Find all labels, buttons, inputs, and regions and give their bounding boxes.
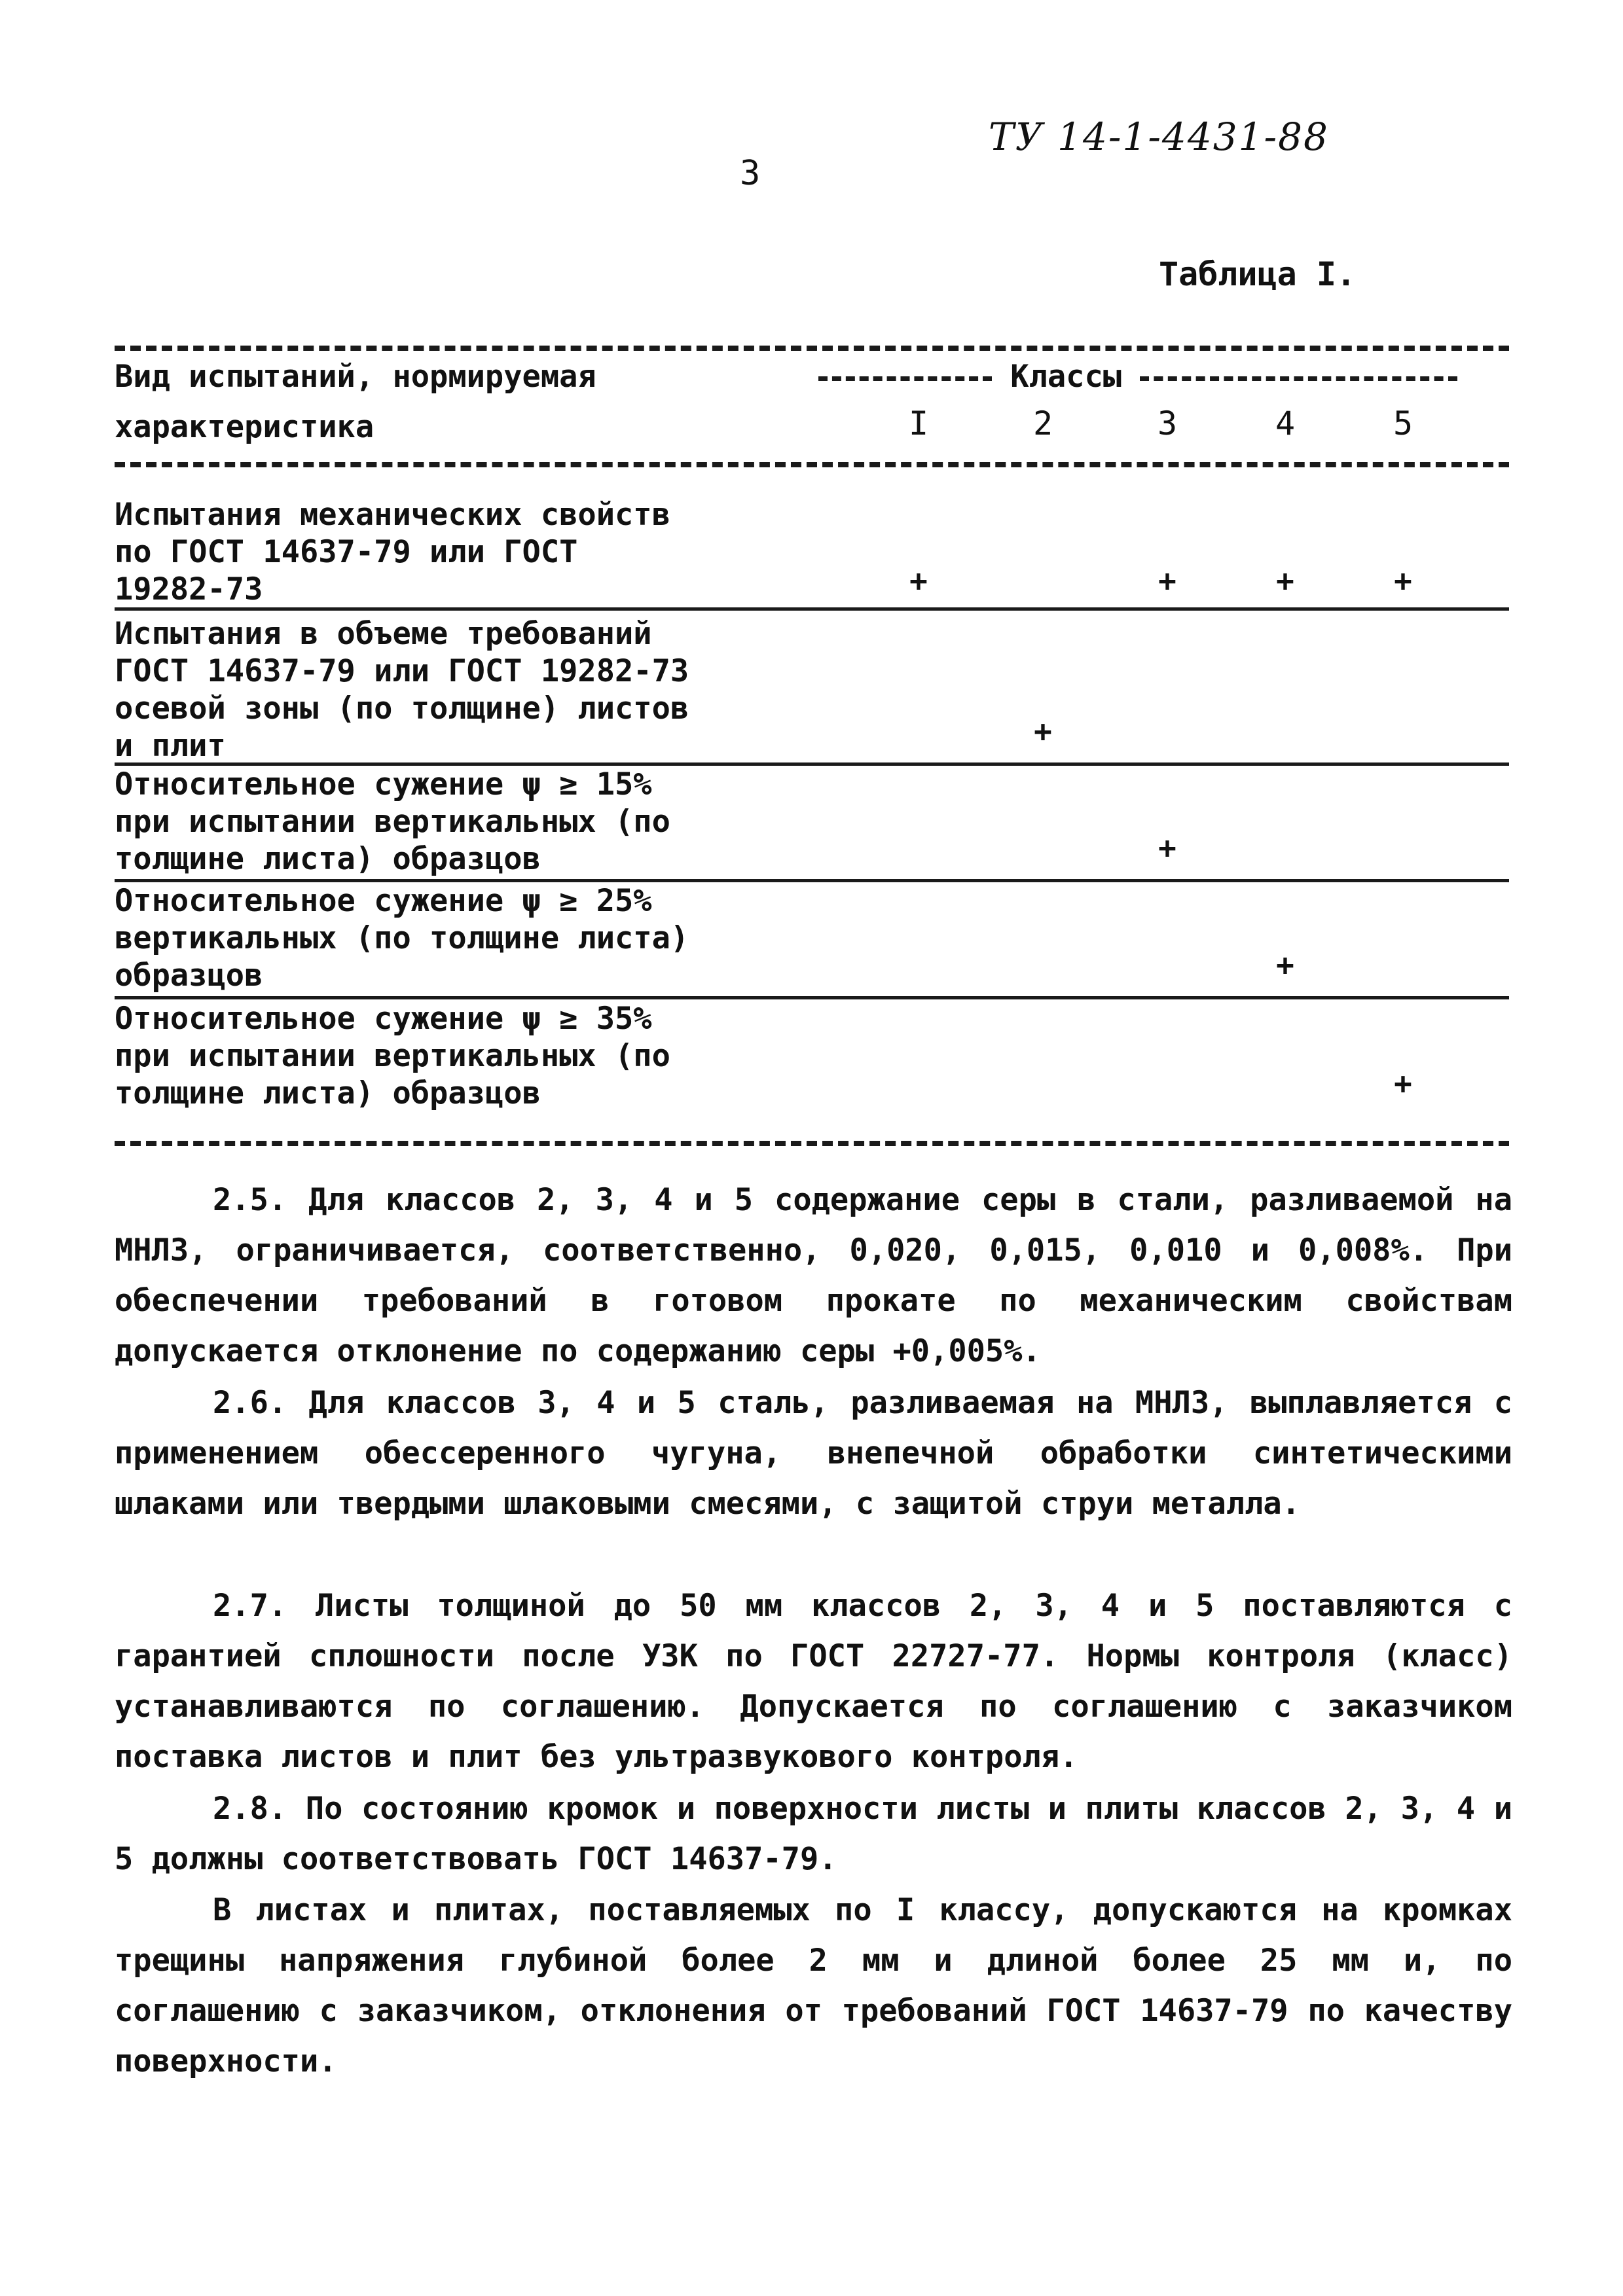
table-top-rule: [115, 346, 1509, 351]
class-number: 5: [1393, 404, 1413, 442]
classes-header-dashes-left: [818, 376, 992, 381]
paragraph-2-7: 2.7. Листы толщиной до 50 мм классов 2, 3, 4 и 5 поставляются с гарантией сплошности после УЗК по ГОСТ 22727-77. Нормы контроля (класс) устанавливаются по соглашению. Допускается по соглашению с заказчиком поставка листов и плит без ультразвукового контроля.: [115, 1588, 1512, 1775]
row-mark: +: [1394, 563, 1412, 598]
classes-header-dashes-right: [1140, 376, 1457, 381]
table-row-label: Относительное сужение ψ ≥ 25% вертикальных (по толщине листа) образцов: [115, 883, 689, 994]
class-number: 2: [1032, 404, 1053, 442]
row-divider: [115, 996, 1509, 999]
table-row-label: Испытания механических свойств по ГОСТ 14637-79 или ГОСТ 19282-73: [115, 497, 670, 607]
table-header-rule: [115, 462, 1509, 467]
row-mark: +: [1034, 713, 1052, 749]
table-row-label: Относительное сужение ψ ≥ 35% при испытании вертикальных (по толщине листа) образцов: [115, 1001, 670, 1111]
table-bottom-rule: [115, 1141, 1509, 1146]
page-number: 3: [740, 154, 761, 193]
column-header-line-2: характеристика: [115, 409, 374, 445]
class-number: 3: [1157, 404, 1178, 442]
table-row-label: Относительное сужение ψ ≥ 15% при испытании вертикальных (по толщине листа) образцов: [115, 766, 670, 877]
column-header-line-1: Вид испытаний, нормируемая: [115, 359, 596, 395]
row-mark: +: [1158, 830, 1176, 865]
paragraph-2-5: 2.5. Для классов 2, 3, 4 и 5 содержание серы в стали, разливаемой на МНЛЗ, ограничивается, соответственно, 0,020, 0,015, 0,010 и 0,008%. При обеспечении требований в готовом прокате по механическим свойствам допускается отклонение по содержанию серы +0,005%.: [115, 1182, 1512, 1369]
classes-header-label: Классы: [1010, 359, 1122, 395]
document-code: ТУ 14-1-4431-88: [989, 115, 1329, 159]
table-label: Таблица I.: [1159, 255, 1357, 293]
row-mark: +: [909, 563, 928, 598]
table-row-label: Испытания в объеме требований ГОСТ 14637-79 или ГОСТ 19282-73 осевой зоны (по толщине) листов и плит: [115, 616, 689, 764]
class-number: 4: [1275, 404, 1296, 442]
row-mark: +: [1276, 563, 1294, 598]
row-divider: [115, 607, 1509, 611]
class-number: I: [908, 404, 929, 442]
row-mark: +: [1394, 1066, 1412, 1101]
paragraph-2-6: 2.6. Для классов 3, 4 и 5 сталь, разливаемая на МНЛЗ, выплавляется с применением обессеренного чугуна, внепечной обработки синтетическими шлаками или твердыми шлаковыми смесями, с защитой струи металла.: [115, 1385, 1512, 1522]
paragraph-2-8: 2.8. По состоянию кромок и поверхности листы и плиты классов 2, 3, 4 и 5 должны соответствовать ГОСТ 14637-79.: [115, 1791, 1512, 1877]
classes-header: [818, 359, 1512, 395]
row-mark: +: [1276, 947, 1294, 982]
paragraph-class-i-note: В листах и плитах, поставляемых по I классу, допускаются на кромках трещины напряжения глубиной более 2 мм и длиной более 25 мм и, по соглашению с заказчиком, отклонения от требований ГОСТ 14637-79 по качеству поверхности.: [115, 1892, 1512, 2079]
row-mark: +: [1158, 563, 1176, 598]
